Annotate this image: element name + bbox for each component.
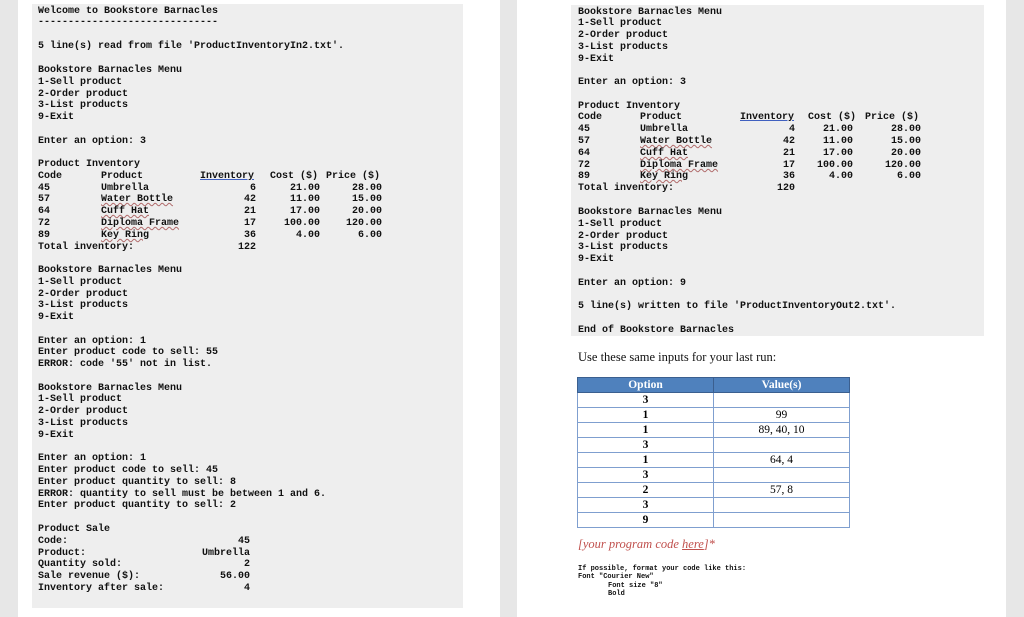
row-inventory: 17 [243,218,256,229]
row-cost: 100.00 [283,218,320,229]
row-product: Diploma Frame [640,160,719,171]
table-header-row [578,378,850,393]
row-inventory: 36 [782,171,795,182]
row-code: 72 [38,218,51,229]
option-prompt: Enter an option: 9 [578,278,687,289]
header-cost: Cost ($) [270,171,319,182]
row-product: Umbrella [101,183,150,194]
console-output-right [571,5,984,336]
header-product: Product [640,112,683,123]
row-inventory: 6 [249,183,256,194]
menu-item: 2-Order product [38,289,129,300]
menu-title: Bookstore Barnacles Menu [38,65,183,76]
value-cell [714,498,850,513]
row-code: 72 [578,160,591,171]
row-code: 89 [38,230,51,241]
row-code: 45 [578,124,591,135]
row-cost: 17.00 [822,148,853,159]
total-label: Total inventory: [38,242,135,253]
menu-title: Bookstore Barnacles Menu [578,7,723,18]
sale-product-label: Product: [38,548,87,559]
inputs-table [577,377,850,528]
menu-item: 3-List products [38,100,129,111]
error-message: ERROR: code '55' not in list. [38,359,213,370]
option-cell: 9 [578,513,714,528]
option-prompt: Enter an option: 1 [38,453,147,464]
read-message: 5 line(s) read from file 'ProductInventoryIn2.txt'. [38,41,345,52]
total-label: Total inventory: [578,183,675,194]
table-row [578,498,850,513]
menu-title: Bookstore Barnacles Menu [578,207,723,218]
error-message: ERROR: quantity to sell must be between 1 and 6. [38,489,327,500]
row-product: Water Bottle [101,194,174,205]
row-code: 64 [578,148,591,159]
row-product: Key Ring [640,171,689,182]
quantity-prompt: Enter product quantity to sell: 8 [38,477,237,488]
value-cell [714,393,850,408]
total-value: 120 [776,183,795,194]
menu-item: 9-Exit [578,54,615,65]
sale-code-label: Code: [38,536,69,547]
option-cell: 1 [578,423,714,438]
value-cell: 57, 8 [714,483,850,498]
menu-item: 1-Sell product [38,394,123,405]
left-document-page [18,0,500,617]
header-product: Product [101,171,144,182]
format-note-line: If possible, format your code like this: [578,565,747,573]
table-row [578,483,850,498]
row-cost: 100.00 [816,160,853,171]
header-price: Price ($) [326,171,381,182]
option-cell: 1 [578,453,714,468]
menu-item: 3-List products [38,300,129,311]
sale-revenue-value: 56.00 [219,571,250,582]
value-cell [714,438,850,453]
row-product: Cuff Hat [640,148,689,159]
menu-item: 2-Order product [578,231,669,242]
option-prompt: Enter an option: 1 [38,336,147,347]
total-value: 122 [237,242,256,253]
menu-item: 1-Sell product [38,77,123,88]
menu-item: 9-Exit [38,430,75,441]
menu-item: 2-Order product [38,406,129,417]
sale-title: Product Sale [38,524,111,535]
row-inventory: 21 [243,206,256,217]
sale-inventory-value: 4 [243,583,250,594]
header-code: Code [38,171,63,182]
option-prompt: Enter an option: 3 [38,136,147,147]
option-cell: 3 [578,498,714,513]
row-inventory: 42 [782,136,795,147]
option-cell: 3 [578,393,714,408]
row-inventory: 36 [243,230,256,241]
sale-inventory-label: Inventory after sale: [38,583,165,594]
value-cell [714,468,850,483]
sale-code-value: 45 [237,536,250,547]
option-prompt: Enter an option: 3 [578,77,687,88]
row-price: 6.00 [896,171,921,182]
row-price: 28.00 [890,124,921,135]
row-code: 89 [578,171,591,182]
header-inventory: Inventory [200,171,255,182]
row-code: 57 [38,194,51,205]
row-product: Umbrella [640,124,689,135]
option-cell: 2 [578,483,714,498]
row-cost: 21.00 [822,124,853,135]
write-message: 5 line(s) written to file 'ProductInventoryOut2.txt'. [578,301,897,312]
row-price: 15.00 [890,136,921,147]
table-row [578,393,850,408]
header-inventory: Inventory [740,112,795,123]
option-cell: 3 [578,468,714,483]
format-note-line: Font "Courier New" [578,573,654,581]
header-code: Code [578,112,603,123]
code-placeholder[interactable]: [your program code here]* [578,537,715,551]
table-row [578,438,850,453]
row-cost: 17.00 [289,206,320,217]
table-row [578,513,850,528]
row-code: 57 [578,136,591,147]
instruction-text: Use these same inputs for your last run: [578,350,777,364]
inventory-title: Product Inventory [578,101,681,112]
dash-line: ------------------------------ [38,17,219,28]
row-product: Water Bottle [640,136,713,147]
value-cell: 89, 40, 10 [714,423,850,438]
value-cell: 99 [714,408,850,423]
row-cost: 4.00 [828,171,853,182]
right-document-page [517,0,1006,617]
row-code: 64 [38,206,51,217]
sale-qty-value: 2 [243,559,250,570]
sell-code-prompt: Enter product code to sell: 55 [38,347,219,358]
row-price: 120.00 [345,218,382,229]
inventory-title: Product Inventory [38,159,141,170]
header-cost: Cost ($) [808,112,857,123]
table-row [578,423,850,438]
menu-item: 3-List products [38,418,129,429]
quantity-prompt: Enter product quantity to sell: 2 [38,500,237,511]
row-inventory: 17 [782,160,795,171]
row-product: Diploma Frame [101,218,180,229]
end-message: End of Bookstore Barnacles [578,325,735,336]
sale-qty-label: Quantity sold: [38,559,123,570]
row-price: 15.00 [351,194,382,205]
menu-title: Bookstore Barnacles Menu [38,383,183,394]
menu-item: 1-Sell product [38,277,123,288]
menu-item: 1-Sell product [578,18,663,29]
row-cost: 11.00 [822,136,853,147]
sale-revenue-label: Sale revenue ($): [38,571,141,582]
row-price: 20.00 [890,148,921,159]
menu-item: 9-Exit [578,254,615,265]
sell-code-prompt: Enter product code to sell: 45 [38,465,219,476]
row-price: 6.00 [357,230,382,241]
row-cost: 21.00 [289,183,320,194]
menu-item: 9-Exit [38,112,75,123]
console-output-left [32,4,463,608]
option-cell: 1 [578,408,714,423]
table-row [578,468,850,483]
format-note-line: Bold [608,590,625,598]
option-cell: 3 [578,438,714,453]
row-price: 28.00 [351,183,382,194]
table-row [578,453,850,468]
welcome-text: Welcome to Bookstore Barnacles [38,6,219,17]
table-row [578,408,850,423]
row-code: 45 [38,183,51,194]
menu-item: 2-Order product [38,89,129,100]
row-inventory: 4 [788,124,795,135]
value-cell [714,513,850,528]
menu-item: 2-Order product [578,30,669,41]
row-product: Key Ring [101,230,150,241]
row-cost: 4.00 [295,230,320,241]
menu-item: 3-List products [578,42,669,53]
values-header: Value(s) [714,378,850,393]
menu-title: Bookstore Barnacles Menu [38,265,183,276]
sale-product-value: Umbrella [201,548,250,559]
row-price: 20.00 [351,206,382,217]
value-cell: 64, 4 [714,453,850,468]
header-price: Price ($) [865,112,920,123]
row-inventory: 42 [243,194,256,205]
row-cost: 11.00 [289,194,320,205]
row-price: 120.00 [884,160,921,171]
menu-item: 1-Sell product [578,219,663,230]
row-product: Cuff Hat [101,206,150,217]
option-header: Option [578,378,714,393]
format-note-line: Font size "8" [608,582,663,590]
menu-item: 9-Exit [38,312,75,323]
row-inventory: 21 [782,148,795,159]
menu-item: 3-List products [578,242,669,253]
